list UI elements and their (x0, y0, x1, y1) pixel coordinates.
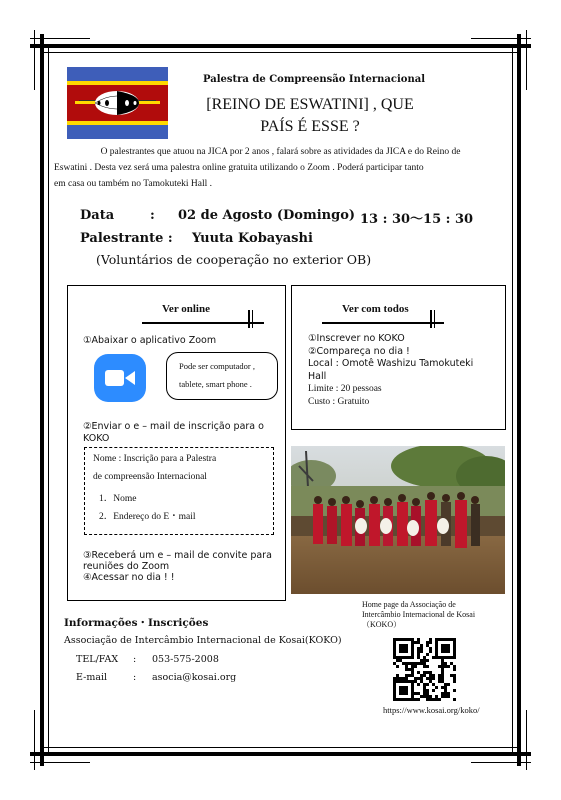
email-colon: : (133, 672, 137, 683)
form-line: 1．Nome (99, 494, 137, 504)
camera-lens-icon (125, 371, 135, 385)
form-line: 2．Endereço do E・mail (99, 512, 196, 522)
eswatini-dancers-photo (291, 446, 505, 594)
step-2 (83, 421, 283, 445)
form-line: Nome : Inscrição para a Palestra (93, 454, 217, 464)
contact-heading: Informações・Inscrições (64, 617, 209, 629)
together-box-title: Ver com todos (342, 303, 409, 315)
page-title (180, 94, 440, 138)
tel-value: 053-575-2008 (152, 654, 219, 665)
intro-line: em casa ou também no Tamokuteki Hall . (54, 179, 212, 189)
camera-icon (105, 370, 124, 386)
date-label: Data (80, 208, 115, 223)
form-line: de compreensão Internacional (93, 472, 207, 482)
eswatini-flag (67, 67, 168, 139)
title-line-1: [REINO DE ESWATINI] , QUE (206, 96, 414, 113)
step-2-line: ②Enviar o e – mail de inscrição para o (83, 421, 264, 432)
step-3-line: ③Receberá um e – mail de convite para (83, 550, 272, 561)
event-type: Palestra de Compreensão Internacional (203, 74, 425, 85)
online-box-title: Ver online (162, 303, 210, 315)
date-colon: : (150, 208, 155, 223)
homepage-line: Intercâmbio Internacional de Kosai (362, 610, 476, 619)
contact-org: Associação de Intercâmbio Internacional de Kosai(KOKO) (64, 635, 342, 646)
email-form-template (84, 447, 274, 535)
date-value: 02 de Agosto (Domingo) (178, 208, 356, 223)
together-line: Hall (308, 370, 327, 382)
tel-colon: : (133, 654, 137, 665)
homepage-url[interactable]: https://www.kosai.org/koko/ (383, 705, 480, 715)
intro-line: Eswatini . Desta vez será uma palestra online gratuita utilizando o Zoom . Poderá participar tanto (54, 163, 424, 173)
homepage-line: Home page da Associação de (362, 600, 456, 609)
together-line: ②Compareça no dia ! (308, 345, 410, 357)
speech-bubble (166, 352, 278, 400)
intro-text (48, 144, 513, 192)
qr-code[interactable] (393, 638, 456, 701)
title-underline-tick (248, 310, 250, 328)
step-3 (83, 550, 283, 583)
qr-module (453, 698, 456, 701)
online-box (67, 285, 286, 601)
zoom-app-icon (94, 354, 146, 402)
step-2-line: KOKO (83, 433, 110, 444)
title-line-2: PAÍS É ESSE ? (260, 118, 360, 135)
speaker-org: (Voluntários de cooperação no exterior OB) (96, 252, 372, 267)
title-underline-tick (430, 310, 432, 328)
homepage-caption (362, 600, 475, 630)
homepage-line: （KOKO） (362, 620, 402, 629)
title-underline-tick (434, 310, 435, 328)
step-1: ①Abaixar o aplicativo Zoom (83, 335, 217, 346)
speaker-name: Yuuta Kobayashi (192, 231, 313, 246)
tel-label: TEL/FAX (76, 654, 119, 665)
intro-line: O palestrantes que atuou na JICA por 2 anos , falará sobre as atividades da JICA e do Reino de (100, 147, 461, 157)
title-underline (322, 322, 444, 324)
title-underline (142, 322, 264, 324)
email-label: E-mail (76, 672, 108, 683)
bubble-text: Pode ser computador , (179, 361, 256, 371)
step-3-line: reuniões do Zoom (83, 561, 170, 572)
email-value: asocia@kosai.org (152, 672, 237, 683)
speaker-label: Palestrante : (80, 231, 173, 246)
together-line: Local : Omotê Washizu Tamokuteki (308, 358, 474, 369)
together-line: ①Inscrever no KOKO (308, 333, 405, 344)
time-value: 13 : 30〜15 : 30 (360, 212, 474, 227)
together-box (291, 285, 506, 430)
together-info (308, 333, 498, 408)
together-line: Limite : 20 pessoas (308, 384, 382, 394)
bubble-text: tablete, smart phone . (179, 379, 252, 389)
step-4: ④Acessar no dia ! ! (83, 572, 175, 583)
title-underline-tick (252, 310, 253, 328)
together-line: Custo : Gratuito (308, 396, 370, 407)
